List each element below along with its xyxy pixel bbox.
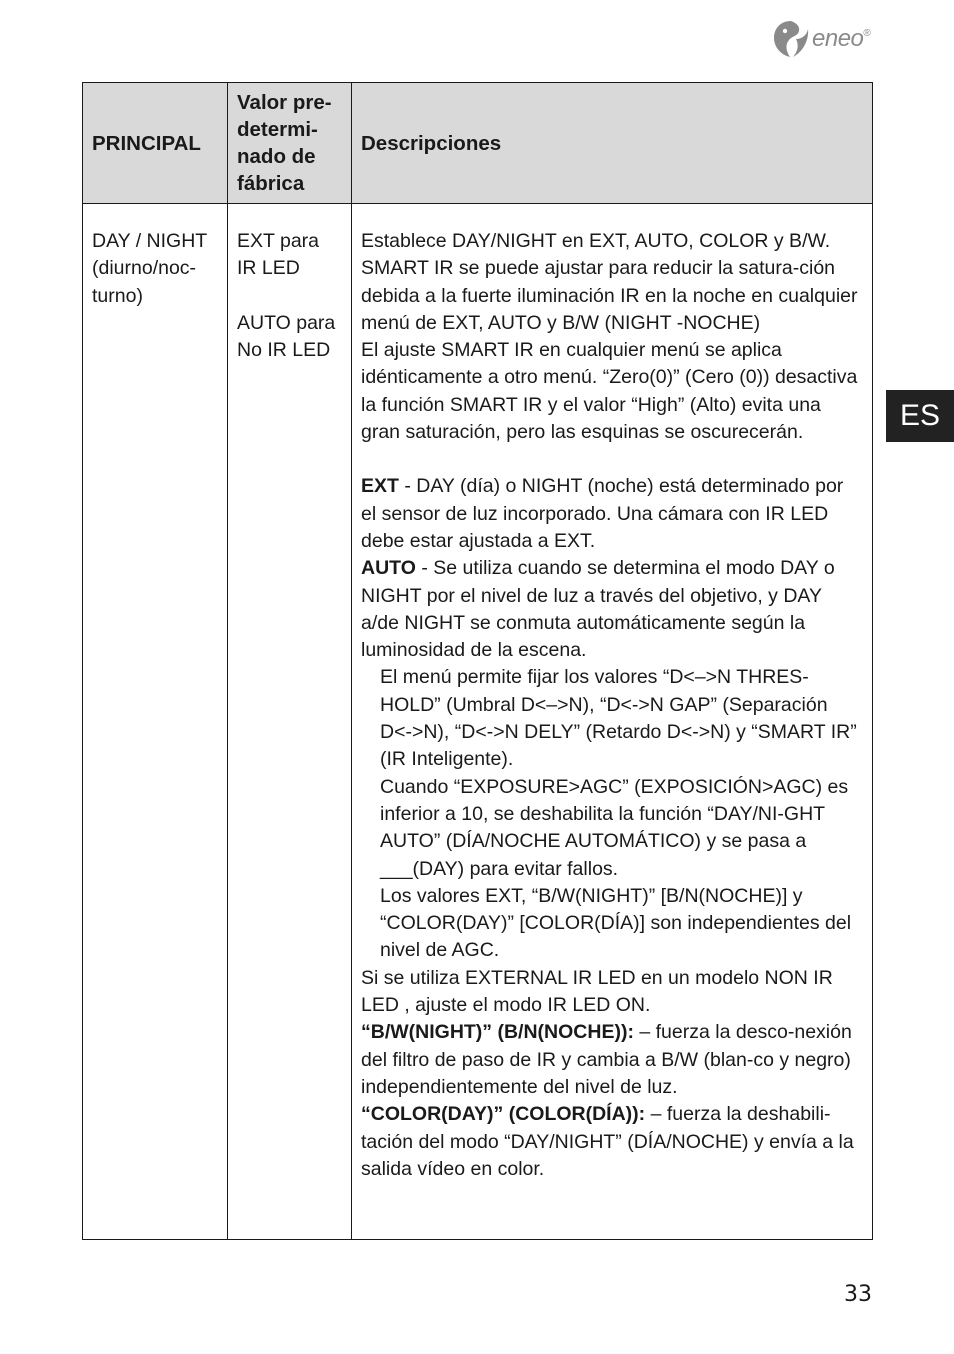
table-header-row — [83, 83, 873, 204]
header-principal: PRINCIPAL — [83, 83, 228, 204]
desc-bw-text: – fuerza la desco-nexión del filtro de paso de IR y cambia a B/W (blan-co y negro) independientemente del nivel de luz. — [361, 1021, 852, 1098]
spacer — [237, 283, 342, 310]
page-number: 33 — [844, 1282, 872, 1307]
desc-auto-label: AUTO — [361, 557, 416, 580]
desc-menu-values: El menú permite fijar los valores “D<–>N THRES-HOLD” (Umbral D<–>N), “D<->N GAP” (Separación D<->N), “D<->N DELY” (Retardo D<->N) y “SMART IR” (IR Inteligente). — [380, 666, 857, 771]
desc-auto — [361, 555, 863, 664]
table-row — [83, 204, 873, 1240]
eneo-logo — [772, 18, 882, 60]
desc-ext — [361, 473, 863, 555]
desc-color-text: – fuerza la deshabili-tación del modo “DAY/NIGHT” (DÍA/NOCHE) y envía a la salida vídeo en color. — [361, 1103, 854, 1180]
desc-color-label: “COLOR(DAY)” (COLOR(DÍA)): — [361, 1103, 646, 1126]
header-default-value: Valor pre-determi-nado de fábrica — [228, 83, 352, 204]
settings-table — [82, 82, 873, 1240]
desc-color-day — [361, 1101, 863, 1183]
cell-principal: DAY / NIGHT (diurno/noc-turno) — [83, 204, 228, 1240]
desc-smart-ir-setting: El ajuste SMART IR en cualquier menú se aplica idénticamente a otro menú. “Zero(0)” (Cero (0)) desactiva la función SMART IR y el valor “High” (Alto) evita una gran saturación, pero las esquinas se oscurecerán. — [361, 339, 858, 444]
desc-external-ir: Si se utiliza EXTERNAL IR LED en un modelo NON IR LED , ajuste el modo IR LED ON. — [361, 966, 833, 1017]
desc-auto-text: - Se utiliza cuando se determina el modo DAY o NIGHT por el nivel de luz a través del objetivo, y DAY a/de NIGHT se conmuta automáticamente según la luminosidad de la escena. — [361, 557, 835, 662]
desc-bw-night — [361, 1019, 863, 1101]
desc-ext-text: - DAY (día) o NIGHT (noche) está determinado por el sensor de luz incorporado. Una cámara con IR LED debe estar ajustada a EXT. — [361, 475, 844, 552]
default-ext: EXT para IR LED — [237, 230, 320, 280]
header-descriptions: Descripciones — [352, 83, 873, 204]
cell-description — [352, 204, 873, 1240]
desc-ext-label: EXT — [361, 475, 399, 498]
brand-registered-mark: ® — [863, 28, 871, 39]
desc-intro: Establece DAY/NIGHT en EXT, AUTO, COLOR y B/W. — [361, 230, 831, 252]
desc-independent-values: Los valores EXT, “B/W(NIGHT)” [B/N(NOCHE)] y “COLOR(DAY)” [COLOR(DÍA)] son independientes del nivel de AGC. — [380, 884, 852, 962]
desc-agc: Cuando “EXPOSURE>AGC” (EXPOSICIÓN>AGC) es inferior a 10, se deshabilita la función “DAY/NI-GHT AUTO” (DÍA/NOCHE AUTOMÁTICO) y se pasa a ___(DAY) para evitar fallos. — [380, 775, 849, 880]
cell-default-value — [228, 204, 352, 1240]
desc-smart-ir: SMART IR se puede ajustar para reducir la satura-ción debida a la fuerte iluminación IR en la noche en cualquier menú de EXT, AUTO y B/W (NIGHT -NOCHE) — [361, 257, 858, 334]
eneo-logo-icon — [772, 19, 810, 59]
spacer — [361, 446, 863, 473]
language-tab: ES — [886, 390, 954, 442]
brand-name: eneo — [812, 25, 864, 52]
desc-bw-label: “B/W(NIGHT)” (B/N(NOCHE)): — [361, 1021, 634, 1044]
default-auto: AUTO para No IR LED — [237, 311, 336, 361]
